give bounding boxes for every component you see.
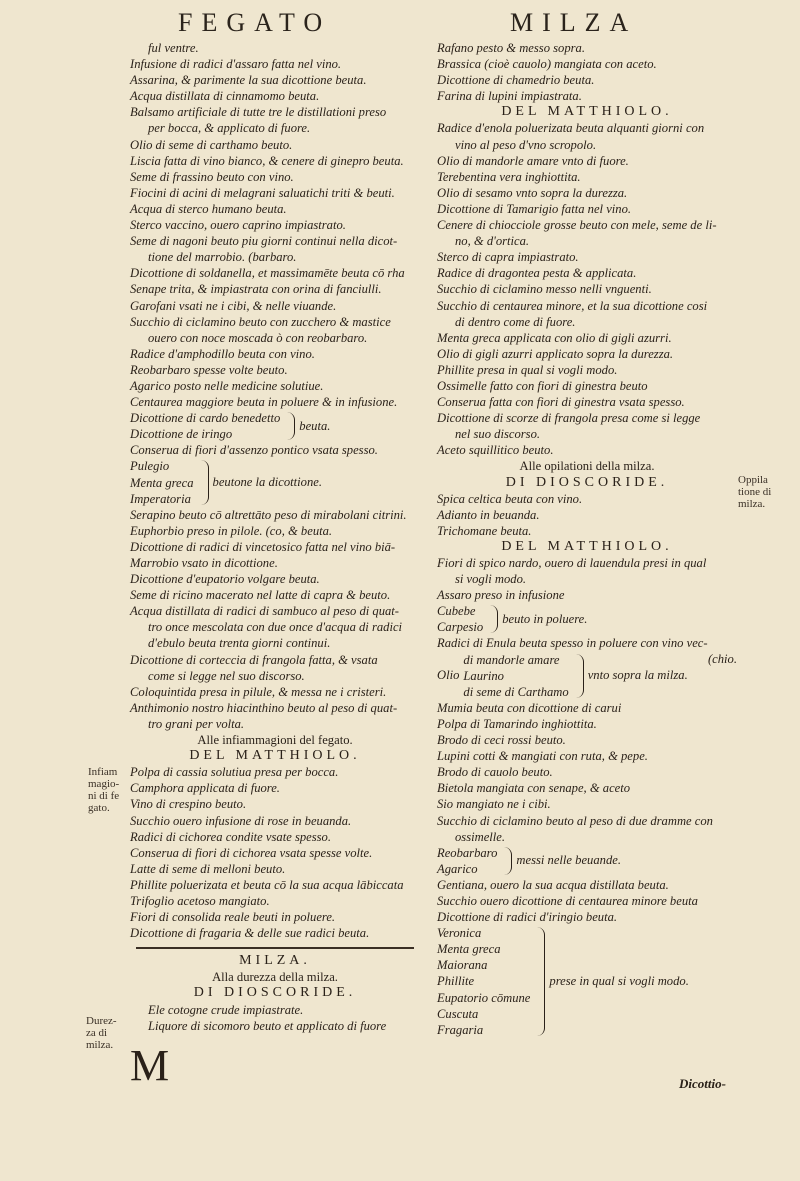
- text-line: Serapino beuto cō altrettāto peso di mirabolani citrini.: [130, 507, 407, 522]
- text-line: Camphora applicata di fuore.: [130, 781, 280, 796]
- left-entries-a: [130, 40, 420, 410]
- margin-note-line: magio-: [88, 778, 120, 790]
- text-line: Terebentina vera inghiottita.: [437, 169, 581, 184]
- group-item: Veronica: [437, 926, 482, 941]
- text-line: si vogli modo.: [455, 572, 527, 587]
- text-line: Succhio di centaurea minore, et la sua dicottione cosi: [437, 298, 708, 313]
- text-line: Coloquintida presa in pilule, & messa ne i cristeri.: [130, 684, 387, 699]
- text-line: Dicottione di Tamarigio fatta nel vino.: [437, 201, 632, 216]
- text-line: Lupini cotti & mangiati con ruta, & pepe.: [437, 749, 648, 764]
- text-line: Polpa di cassia solutiua presa per bocca.: [130, 765, 339, 780]
- brace-mark: [501, 847, 512, 875]
- text-line: Senape trita, & impiastrata con orina di fanciulli.: [130, 282, 382, 297]
- group-tail: messi nelle beuande.: [516, 853, 621, 868]
- text-line: Seme di ricino macerato nel latte di capra & beuto.: [130, 588, 391, 603]
- margin-note-line: Infiam: [88, 766, 118, 778]
- margin-note-line: milza.: [86, 1039, 114, 1051]
- text-line: ful ventre.: [148, 41, 199, 55]
- brace-mark: [487, 605, 498, 633]
- text-line: Infusione di radici d'assaro fatta nel vino.: [130, 57, 342, 72]
- group-item: Dicottione di cardo benedetto: [130, 411, 281, 426]
- text-line: Olio di mandorle amare vnto di fuore.: [437, 153, 629, 168]
- margin-note-opilation: [738, 474, 771, 510]
- text-line: Marrobio vsato in dicottione.: [130, 556, 278, 570]
- group-item: Laurino: [463, 668, 504, 683]
- group-tail: beuto in poluere.: [502, 611, 588, 626]
- right-entries-a: [437, 40, 737, 603]
- group-item: Eupatorio cōmune: [437, 990, 531, 1005]
- text-line: Fiocini di acini di melagrani saluatichi triti & beuti.: [130, 185, 395, 200]
- group-item: Menta greca: [437, 942, 501, 957]
- text-line: Assaro preso in infusione: [437, 588, 565, 603]
- right-brace-group-reobarbaro: [437, 845, 737, 877]
- text-line: Phillite poluerizata et beuta cō la sua acqua lābiccata: [130, 877, 404, 892]
- margin-note-line: ni di fe: [88, 790, 120, 802]
- right-column: [437, 40, 737, 1038]
- text-line: Vino di crespino beuto.: [130, 797, 247, 812]
- text-line: Trichomane beuta.: [437, 523, 532, 538]
- margin-note-line: gato.: [88, 802, 110, 814]
- left-brace-group-pulegio: [130, 458, 420, 506]
- text-line: Olio di sesamo vnto sopra la durezza.: [437, 185, 628, 200]
- text-line: Acqua distillata di radici di sambuco al peso di quat-: [130, 604, 400, 619]
- margin-note-hardness: [86, 1015, 117, 1051]
- text-line: Dicottione d'eupatorio volgare beuta.: [130, 572, 320, 587]
- group-items: [437, 925, 530, 1038]
- text-line: Dicottione di chamedrio beuta.: [437, 73, 595, 88]
- text-line: Dicottione di scorze di frangola presa come si legge: [437, 411, 701, 426]
- text-line: Radice di dragontea pesta & applicata.: [437, 266, 637, 281]
- text-line: Euphorbio preso in pilole. (co, & beuta.: [130, 523, 333, 538]
- text-line: come si legge nel suo discorso.: [148, 668, 305, 683]
- text-line: Alle infiammagioni del fegato.: [197, 733, 353, 748]
- text-line: Brassica (cioè cauolo) mangiata con aceto.: [437, 57, 657, 72]
- durezza-heading: Alla durezza della milza.: [212, 970, 338, 985]
- text-line: Alle opilationi della milza.: [519, 459, 655, 474]
- text-line: Succhio ouero infusione di rose in beuanda.: [130, 813, 352, 828]
- right-entries-c: [437, 700, 737, 845]
- dropcap-line-1: Ele cotogne crude impiastrate.: [148, 1002, 304, 1017]
- group-tail: vnto sopra la milza.: [587, 668, 688, 683]
- right-entries-d: [437, 877, 737, 925]
- text-line: Garofani vsati ne i cibi, & nelle viuande.: [130, 298, 337, 313]
- text-line: Conserua fatta con fiori di ginestra vsata spesso.: [437, 395, 685, 410]
- text-line: no, & d'ortica.: [455, 234, 530, 249]
- text-line: Reobarbaro spesse volte beuto.: [130, 362, 288, 377]
- text-line: Agarico posto nelle medicine solutiue.: [130, 378, 324, 393]
- brace-mark: [198, 460, 209, 504]
- text-line: Radice d'amphodillo beuta con vino.: [130, 346, 315, 361]
- text-line: Gentiana, ouero la sua acqua distillata beuta.: [437, 877, 669, 892]
- text-line: Adianto in beuanda.: [437, 507, 540, 522]
- text-line: Acqua distillata di cinnamomo beuta.: [130, 89, 320, 104]
- group-lead: Olio: [437, 668, 460, 683]
- right-brace-group-cubebe: [437, 603, 737, 635]
- text-line: di dentro come di fuore.: [455, 314, 576, 329]
- text-line: Menta greca applicata con olio di gigli azurri.: [437, 330, 672, 345]
- catchword: Dicottio-: [679, 1076, 726, 1091]
- text-line: Succhio di ciclamino beuto con zucchero & mastice: [130, 314, 391, 329]
- text-line: tione del marrobio. (barbaro.: [148, 250, 297, 265]
- text-line: Olio di seme di carthamo beuto.: [130, 137, 293, 152]
- text-line: Spica celtica beuta con vino.: [437, 491, 583, 506]
- group-items: [437, 845, 497, 877]
- margin-note-line: Durez-: [86, 1015, 117, 1027]
- text-line: Balsamo artificiale di tutte tre le distillationi preso: [130, 105, 387, 120]
- right-entries-b: [437, 635, 737, 651]
- text-line: Brodo di cauolo beuto.: [437, 765, 553, 780]
- text-line: vino al peso d'vno scropolo.: [455, 137, 597, 152]
- text-line: d'ebulo beuta trenta giorni continui.: [148, 636, 331, 651]
- text-line: Succhio di ciclamino beuto al peso di due dramme con: [437, 813, 713, 828]
- text-line: per bocca, & applicato di fuore.: [148, 121, 311, 136]
- text-line: Sterco di capra impiastrato.: [437, 250, 579, 265]
- group-item: di seme di Carthamo: [463, 684, 569, 699]
- text-line: Seme di frassino beuto con vino.: [130, 169, 294, 184]
- margin-note-line: milza.: [738, 498, 766, 510]
- text-line: Dicottione di radici di vincetosico fatta nel vino biā-: [130, 539, 396, 554]
- section-rule: [136, 947, 414, 949]
- group-item: Cubebe: [437, 604, 476, 619]
- text-line: DEL MATTHIOLO.: [189, 748, 361, 764]
- text-line: Olio di gigli azurri applicato sopra la durezza.: [437, 346, 674, 361]
- text-line: Assarina, & parimente la sua dicottione beuta.: [130, 73, 367, 88]
- text-line: DEL MATTHIOLO.: [501, 104, 673, 120]
- brace-mark: [573, 654, 584, 698]
- group-item: Maiorana: [437, 958, 488, 973]
- text-line: Conserua di fiori di cichorea vsata spesse volte.: [130, 845, 373, 860]
- text-line: Polpa di Tamarindo inghiottita.: [437, 716, 597, 731]
- left-brace-group-cardo: [130, 410, 420, 442]
- group-items: [463, 652, 568, 700]
- text-line: Ossimelle fatto con fiori di ginestra beuto: [437, 378, 648, 393]
- text-line: Sterco vaccino, ouero caprino impiastrato.: [130, 218, 346, 233]
- group-item: Pulegio: [130, 459, 170, 474]
- text-line: Conserua di fiori d'assenzo pontico vsata spesso.: [130, 443, 378, 458]
- group-item: Dicottione de iringo: [130, 427, 233, 442]
- dioscoride-heading: DI DIOSCORIDE.: [193, 985, 357, 1001]
- header-right: MILZA: [510, 8, 638, 37]
- text-line: Fiori di spico nardo, ouero di lauendula presi in qual: [437, 556, 707, 570]
- dropcap-line-2: Liquore di sicomoro beuto et applicato di fuore: [148, 1018, 387, 1033]
- text-line: tro once mescolata con due once d'acqua di radici: [148, 620, 403, 635]
- text-line: Brodo di ceci rossi beuto.: [437, 733, 566, 748]
- margin-note-line: za di: [86, 1027, 108, 1039]
- group-items: [437, 603, 483, 635]
- drop-cap: M: [130, 1041, 170, 1090]
- text-line: ouero con noce moscada ò con reobarbaro.: [148, 330, 368, 345]
- text-line: Liscia fatta di vino bianco, & cenere di ginepro beuta.: [130, 153, 404, 168]
- group-items: [130, 410, 280, 442]
- text-line: Mumia beuta con dicottione di carui: [437, 700, 622, 715]
- header-left: FEGATO: [178, 8, 332, 37]
- text-line: Radici di Enula beuta spesso in poluere con vino vec-: [437, 636, 708, 651]
- group-item: Imperatoria: [130, 491, 191, 506]
- text-line: Radici di cichorea condite vsate spesso.: [130, 829, 331, 844]
- group-item: Agarico: [437, 861, 478, 876]
- left-entries-b: [130, 442, 420, 458]
- right-brace-group-olio: [437, 652, 737, 700]
- text-line: nel suo discorso.: [455, 427, 541, 442]
- text-line: Dicottione di fragaria & delle sue radici beuta.: [130, 926, 370, 941]
- text-line: Dicottione di soldanella, et massimamēte beuta cō rha: [130, 266, 405, 281]
- text-line: Succhio ouero dicottione di centaurea minore beuta: [437, 893, 698, 908]
- left-entries-c: [130, 507, 420, 942]
- text-line: Bietola mangiata con senape, & aceto: [437, 781, 631, 796]
- margin-note-inflammation: [88, 766, 119, 814]
- margin-note-line: Oppila: [738, 474, 768, 486]
- text-line: Centaurea maggiore beuta in poluere & in infusione.: [130, 395, 398, 410]
- group-corner-text: (chio.: [707, 651, 737, 666]
- group-tail: beutone la dicottione.: [212, 475, 323, 490]
- milza-title: MILZA.: [239, 953, 311, 969]
- text-line: Cenere di chiocciole grosse beuto con mele, seme de li-: [437, 218, 717, 233]
- text-line: Dicottione di corteccia di frangola fatta, & vsata: [130, 652, 378, 667]
- group-tail: prese in qual si vogli modo.: [549, 973, 689, 988]
- group-item: Carpesio: [437, 620, 484, 635]
- group-item: Cuscuta: [437, 1006, 479, 1021]
- text-line: Sio mangiato ne i cibi.: [437, 797, 551, 812]
- text-line: Aceto squillitico beuto.: [437, 443, 554, 458]
- text-line: Acqua di sterco humano beuta.: [130, 201, 287, 216]
- right-brace-group-veronica: [437, 925, 737, 1038]
- text-line: DEL MATTHIOLO.: [501, 538, 673, 554]
- text-line: Latte di seme di melloni beuto.: [130, 861, 286, 876]
- text-line: Dicottione di radici d'iringio beuta.: [437, 910, 618, 925]
- text-line: tro grani per volta.: [148, 716, 245, 731]
- text-line: DI DIOSCORIDE.: [505, 474, 669, 490]
- text-line: Rafano pesto & messo sopra.: [437, 41, 585, 55]
- group-item: Reobarbaro: [437, 845, 498, 860]
- text-line: Farina di lupini impiastrata.: [437, 89, 582, 104]
- text-line: Fiori di consolida reale beuti in poluere.: [130, 910, 336, 925]
- group-items: [130, 458, 194, 506]
- left-column: [130, 40, 420, 1034]
- text-line: Phillite presa in qual si vogli modo.: [437, 362, 618, 377]
- text-line: Radice d'enola poluerizata beuta alquanti giorni con: [437, 121, 705, 136]
- text-line: Seme di nagoni beuto piu giorni continui nella dicot-: [130, 234, 398, 249]
- text-line: Trifoglio acetoso mangiato.: [130, 893, 270, 908]
- group-item: Fragaria: [437, 1022, 484, 1037]
- margin-note-line: tione di: [738, 486, 772, 498]
- group-tail: beuta.: [299, 418, 331, 433]
- brace-mark: [284, 412, 295, 440]
- group-item: Phillite: [437, 974, 475, 989]
- text-line: ossimelle.: [455, 829, 506, 844]
- text-line: Anthimonio nostro hiacinthino beuto al peso di quat-: [130, 700, 398, 715]
- group-item: Menta greca: [130, 475, 194, 490]
- brace-mark: [534, 927, 545, 1036]
- group-item: di mandorle amare: [463, 652, 560, 667]
- text-line: Succhio di ciclamino messo nelli vnguenti.: [437, 282, 652, 297]
